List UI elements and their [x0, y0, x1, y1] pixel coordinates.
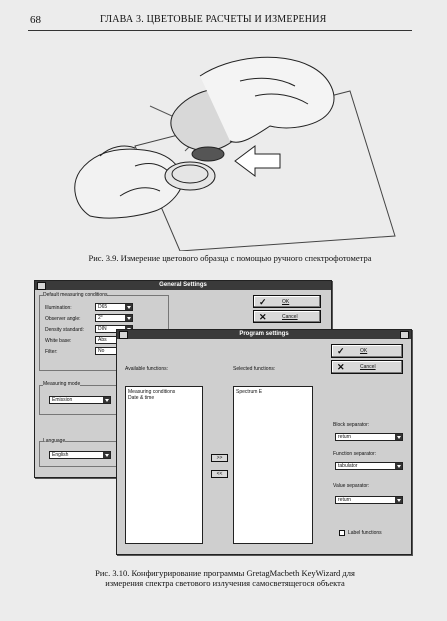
list-item[interactable]: Measuring conditions: [128, 389, 176, 395]
figure-3-10-caption-line2: измерения спектра светового излучения самосветящегося объекта: [105, 578, 345, 588]
observer-angle-value: 2°: [98, 315, 103, 321]
measuring-mode-label: Measuring mode: [43, 381, 81, 387]
figure-3-9-caption: Рис. 3.9. Измерение цветового образца с помощью ручного спектрофотометра: [88, 253, 372, 263]
chevron-down-icon: [125, 304, 132, 310]
available-functions-label: Available functions:: [125, 366, 168, 372]
chevron-down-icon: [103, 397, 110, 403]
ok-label: OK: [360, 348, 368, 354]
illumination-value: D65: [98, 304, 108, 310]
cancel-label: Cancel: [282, 314, 298, 320]
white-base-value: Abs: [98, 337, 107, 343]
checkmark-icon: ✓: [259, 297, 267, 307]
general-ok-button[interactable]: [253, 295, 321, 308]
default-conditions-label: Default measuring conditions: [43, 292, 108, 298]
program-settings-title: Program settings: [239, 331, 289, 337]
close-icon: ✕: [337, 362, 345, 372]
function-separator-value: tabulator: [338, 463, 358, 469]
label-functions-label: Label functions: [348, 530, 382, 536]
density-standard-label: Density standard:: [45, 327, 84, 333]
language-label: Language: [43, 438, 66, 444]
close-icon: ✕: [259, 312, 267, 322]
block-separator-value: return: [338, 434, 352, 440]
function-separator-label: Function separator:: [333, 451, 377, 457]
header-rule: [28, 30, 412, 31]
block-separator-select[interactable]: [335, 433, 403, 441]
system-menu-button[interactable]: [37, 282, 46, 290]
illumination-select[interactable]: [95, 303, 133, 311]
remove-function-button[interactable]: <<: [211, 470, 228, 478]
filter-label: Filter:: [45, 349, 58, 355]
block-separator-label: Block separator:: [333, 422, 370, 428]
chevron-down-icon: [395, 497, 402, 503]
selected-functions-list[interactable]: [233, 386, 313, 544]
checkmark-icon: ✓: [337, 346, 345, 356]
available-functions-list[interactable]: [125, 386, 203, 544]
function-separator-select[interactable]: [335, 462, 403, 470]
measuring-mode-value: Emission: [52, 397, 73, 403]
value-separator-value: return: [338, 497, 352, 503]
chevron-down-icon: [395, 434, 402, 440]
program-settings-window: [116, 329, 412, 555]
observer-angle-select[interactable]: [95, 314, 133, 322]
observer-angle-label: Observer angle:: [45, 316, 81, 322]
filter-value: No: [98, 348, 105, 354]
chevron-down-icon: [395, 463, 402, 469]
selected-functions-label: Selected functions:: [233, 366, 276, 372]
general-cancel-button[interactable]: [253, 310, 321, 323]
spectrophotometer-illustration: [40, 36, 410, 251]
value-separator-select[interactable]: [335, 496, 403, 504]
language-select[interactable]: [49, 451, 111, 459]
program-cancel-button[interactable]: [331, 360, 403, 374]
page-number: 68: [30, 14, 41, 26]
language-value: English: [52, 452, 69, 458]
ok-label: OK: [282, 299, 290, 305]
program-settings-titlebar: [117, 330, 411, 339]
program-ok-button[interactable]: [331, 344, 403, 358]
label-functions-checkbox[interactable]: [339, 530, 345, 536]
general-settings-titlebar: [35, 281, 331, 290]
value-separator-label: Value separator:: [333, 483, 370, 489]
chevron-down-icon: [125, 315, 132, 321]
white-base-label: White base:: [45, 338, 72, 344]
chevron-down-icon: [103, 452, 110, 458]
density-standard-value: DIN: [98, 326, 107, 332]
measuring-mode-select[interactable]: [49, 396, 111, 404]
cancel-label: Cancel: [360, 364, 376, 370]
general-settings-title: General Settings: [159, 282, 207, 288]
close-window-button[interactable]: [400, 331, 409, 339]
figure-3-10-caption-line1: Рис. 3.10. Конфигурирование программы GretagMacbeth KeyWizard для: [95, 568, 355, 578]
figure-3-10-caption: [60, 568, 390, 588]
add-function-button[interactable]: >>: [211, 454, 228, 462]
illumination-label: Illumination:: [45, 305, 72, 311]
chapter-title: ГЛАВА 3. ЦВЕТОВЫЕ РАСЧЕТЫ И ИЗМЕРЕНИЯ: [100, 14, 327, 25]
list-item[interactable]: Spectrum E: [236, 389, 263, 395]
list-item[interactable]: Date & time: [128, 395, 155, 401]
system-menu-button[interactable]: [119, 331, 128, 339]
